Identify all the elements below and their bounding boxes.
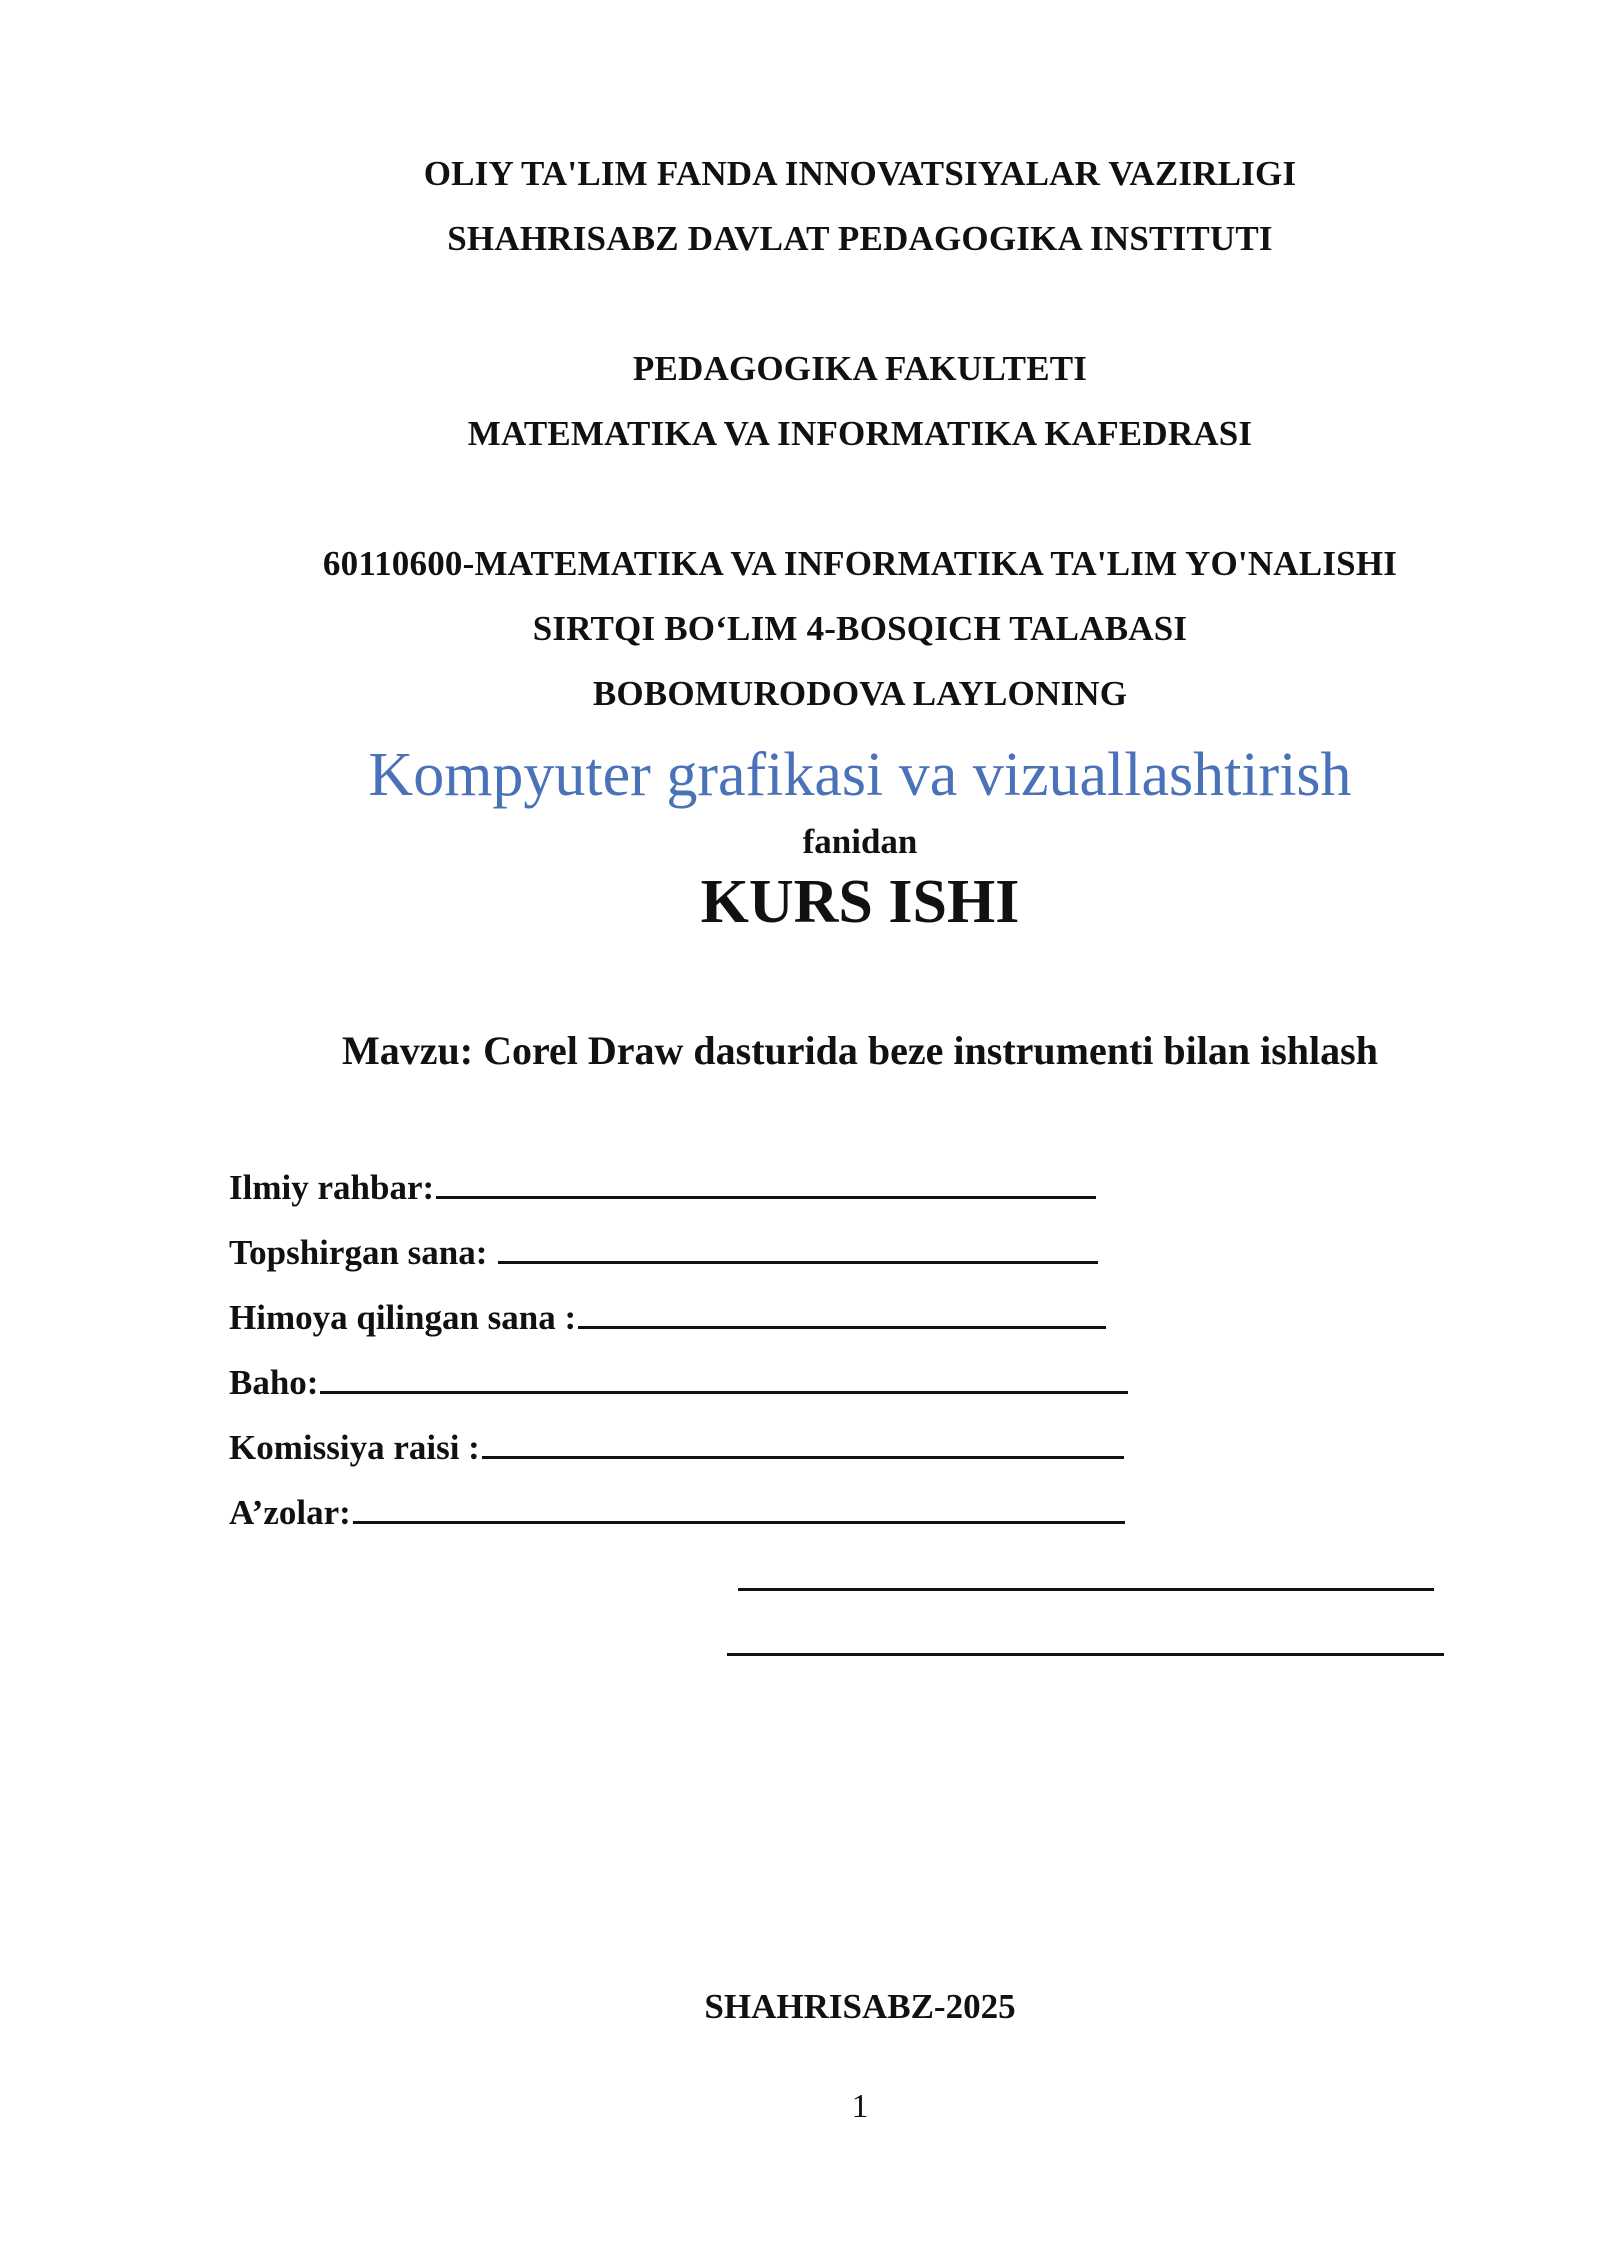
submitted-date-label: Topshirgan sana: <box>229 1233 497 1272</box>
grade-label: Baho: <box>229 1363 319 1402</box>
member-signature-line-2[interactable] <box>738 1588 1434 1591</box>
institute-title: SHAHRISABZ DAVLAT PEDAGOGIKA INSTITUTI <box>447 219 1273 258</box>
page-number: 1 <box>851 2088 869 2125</box>
submitted-date-line[interactable] <box>498 1259 1098 1264</box>
faculty-title: PEDAGOGIKA FAKULTETI <box>632 349 1088 388</box>
ministry-title: OLIY TA'LIM FANDA INNOVATSIYALAR VAZIRLIGI <box>423 154 1297 193</box>
member-signature-line-3[interactable] <box>727 1653 1444 1656</box>
supervisor-label: Ilmiy rahbar: <box>229 1168 435 1207</box>
work-type-title: KURS ISHI <box>700 868 1020 936</box>
defense-date-label: Himoya qilingan sana : <box>229 1298 577 1337</box>
submitted-date-field <box>229 1233 1098 1273</box>
defense-date-line[interactable] <box>578 1324 1106 1329</box>
course-line: SIRTQI BO‘LIM 4-BOSQICH TALABASI <box>532 609 1188 648</box>
supervisor-field <box>229 1168 1096 1208</box>
commission-chair-field <box>229 1428 1124 1468</box>
commission-chair-line[interactable] <box>482 1454 1124 1459</box>
subject-suffix: fanidan <box>802 822 918 861</box>
members-line[interactable] <box>353 1519 1125 1524</box>
commission-chair-label: Komissiya raisi : <box>229 1428 480 1467</box>
members-field <box>229 1493 1125 1533</box>
program-line: 60110600-MATEMATIKA VA INFORMATIKA TA'LIM YO'NALISHI <box>322 544 1398 583</box>
grade-field <box>229 1363 1128 1403</box>
defense-date-field <box>229 1298 1106 1338</box>
supervisor-signature-line[interactable] <box>436 1194 1096 1199</box>
subject-title: Kompyuter grafikasi va vizuallashtirish <box>368 741 1352 809</box>
city-year: SHAHRISABZ-2025 <box>704 1987 1016 2026</box>
members-label: A’zolar: <box>229 1493 351 1532</box>
department-title: MATEMATIKA VA INFORMATIKA KAFEDRASI <box>467 414 1253 453</box>
topic-line: Mavzu: Corel Draw dasturida beze instrumenti bilan ishlash <box>342 1028 1378 1073</box>
grade-line[interactable] <box>320 1389 1128 1394</box>
student-name: BOBOMURODOVA LAYLONING <box>592 674 1128 713</box>
